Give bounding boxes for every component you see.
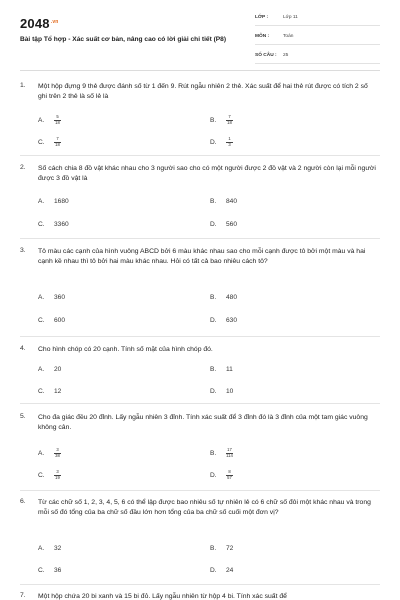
option-c[interactable]: C. $\frac{3}{19}$: [38, 469, 60, 480]
question-7-clip: [0, 588, 400, 600]
option-c[interactable]: C. 3360: [38, 221, 69, 228]
option-a[interactable]: A. $\frac{3}{38}$: [38, 447, 60, 458]
option-a[interactable]: A. 20: [38, 366, 62, 373]
separator: [20, 490, 380, 491]
option-d[interactable]: D. 10: [210, 388, 234, 395]
question-7: 7. Một hộp chứa 20 bi xanh và 15 bi đỏ. Lấy ngẫu nhiên từ hộp 4 bi. Tính xác suất để: [20, 592, 380, 600]
option-d[interactable]: D. 560: [210, 221, 238, 228]
option-d[interactable]: D. 24: [210, 567, 234, 574]
option-a[interactable]: A. 1680: [38, 198, 69, 205]
separator: [20, 155, 380, 156]
separator: [20, 238, 380, 239]
question-1: 1. Một hộp đựng 9 thẻ được đánh số từ 1 đến 9. Rút ngẫu nhiên 2 thẻ. Xác suất để hai thẻ rút được có tích 2 số ghi trên 2 thẻ là số lẻ là A. $\frac{5}{18}$ B. $\frac{7}{18}$ C. $\frac{7}{18}$ D. $\frac{1}{3}$: [20, 82, 380, 157]
question-5: 5. Cho đa giác đều 20 đỉnh. Lấy ngẫu nhiên 3 đỉnh. Tính xác suất để 3 đỉnh đó là 3 đỉnh của một tam giác vuông không cân. A. $\frac{3}{38}$ B. $\frac{17}{114}$ C. $\frac{3}{19}$ D. $\frac{8}{57}$: [20, 413, 380, 493]
option-d[interactable]: D. $\frac{8}{57}$: [210, 469, 232, 480]
meta-subject: MÔN : Toán: [255, 33, 380, 45]
question-4: 4. Cho hình chóp có 20 cạnh. Tính số mặt của hình chóp đó. A. 20 B. 11 C. 12 D. 10: [20, 345, 380, 405]
option-b[interactable]: B. $\frac{7}{18}$: [210, 114, 232, 125]
option-b[interactable]: B. 72: [210, 545, 234, 552]
question-text: Một hộp đựng 9 thẻ được đánh số từ 1 đến 9. Rút ngẫu nhiên 2 thẻ. Xác suất để hai thẻ rút được có tích 2 số ghi trên 2 thẻ là số lẻ là: [38, 83, 368, 100]
option-b[interactable]: B. 840: [210, 198, 238, 205]
meta-question-count: SỐ CÂU : 25: [255, 52, 380, 64]
option-a[interactable]: A. 360: [38, 294, 66, 301]
option-a[interactable]: A. 32: [38, 545, 62, 552]
question-text: Cho hình chóp có 20 cạnh. Tính số mặt của hình chóp đó.: [38, 346, 213, 353]
option-a[interactable]: A. $\frac{5}{18}$: [38, 114, 60, 125]
separator: [20, 584, 380, 585]
header-divider: [20, 70, 380, 71]
option-c[interactable]: C. $\frac{7}{18}$: [38, 136, 60, 147]
question-6: 6. Từ các chữ số 1, 2, 3, 4, 5, 6 có thể lập được bao nhiêu số tự nhiên lẻ có 6 chữ số đôi một khác nhau và trong mỗi số đó tổng của ba chữ số đầu lớn hơn tổng của ba chữ số cuối một đơn vị? A. 32 B. 72 C. 36 D. 24: [20, 498, 380, 583]
document-meta: [255, 14, 380, 71]
question-3: 3. Tô màu các cạnh của hình vuông ABCD bởi 6 màu khác nhau sao cho mỗi cạnh được tô bởi một màu và hai cạnh kề nhau thì tô bởi hai màu khác nhau. Hỏi có tất cả bao nhiêu cách tô? A. 360 B. 480 C. 600 D. 630: [20, 247, 380, 332]
site-logo[interactable]: $2048^{.vn}$: [20, 16, 59, 31]
question-text: Tô màu các cạnh của hình vuông ABCD bởi 6 màu khác nhau sao cho mỗi cạnh được tô bởi một màu và hai cạnh kề nhau thì tô bởi hai màu khác nhau. Hỏi có tất cả bao nhiêu cách tô?: [38, 248, 366, 265]
option-c[interactable]: C. 36: [38, 567, 62, 574]
meta-class: LỚP : Lớp 11: [255, 14, 380, 26]
option-b[interactable]: B. $\frac{17}{114}$: [210, 447, 233, 458]
question-text: Từ các chữ số 1, 2, 3, 4, 5, 6 có thể lập được bao nhiêu số tự nhiên lẻ có 6 chữ số đôi một khác nhau và trong mỗi số đó tổng của ba chữ số đầu lớn hơn tổng của ba chữ số cuối một đơn vị?: [38, 499, 371, 516]
option-b[interactable]: B. 11: [210, 366, 233, 373]
option-c[interactable]: C. 600: [38, 317, 66, 324]
question-text: Một hộp chứa 20 bi xanh và 15 bi đỏ. Lấy ngẫu nhiên từ hộp 4 bi. Tính xác suất để: [38, 593, 287, 600]
document-title: Bài tập Tổ hợp - Xác suất cơ bản, nâng cao có lời giải chi tiết (P8): [20, 36, 227, 43]
question-2: 2. Số cách chia 8 đồ vật khác nhau cho 3 người sao cho có một người được 2 đồ vật và 2 người còn lại mỗi người được 3 đồ vật là A. 1680 B. 840 C. 3360 D. 560: [20, 164, 380, 236]
option-d[interactable]: D. $\frac{1}{3}$: [210, 136, 231, 147]
option-d[interactable]: D. 630: [210, 317, 238, 324]
option-c[interactable]: C. 12: [38, 388, 62, 395]
separator: [20, 336, 380, 337]
document-header: [0, 0, 400, 72]
question-text: Số cách chia 8 đồ vật khác nhau cho 3 người sao cho có một người được 2 đồ vật và 2 người còn lại mỗi người được 3 đồ vật là: [38, 165, 376, 182]
separator: [20, 403, 380, 404]
option-b[interactable]: B. 480: [210, 294, 238, 301]
question-text: Cho đa giác đều 20 đỉnh. Lấy ngẫu nhiên 3 đỉnh. Tính xác suất để 3 đỉnh đó là 3 đỉnh của một tam giác vuông không cân.: [38, 414, 368, 431]
